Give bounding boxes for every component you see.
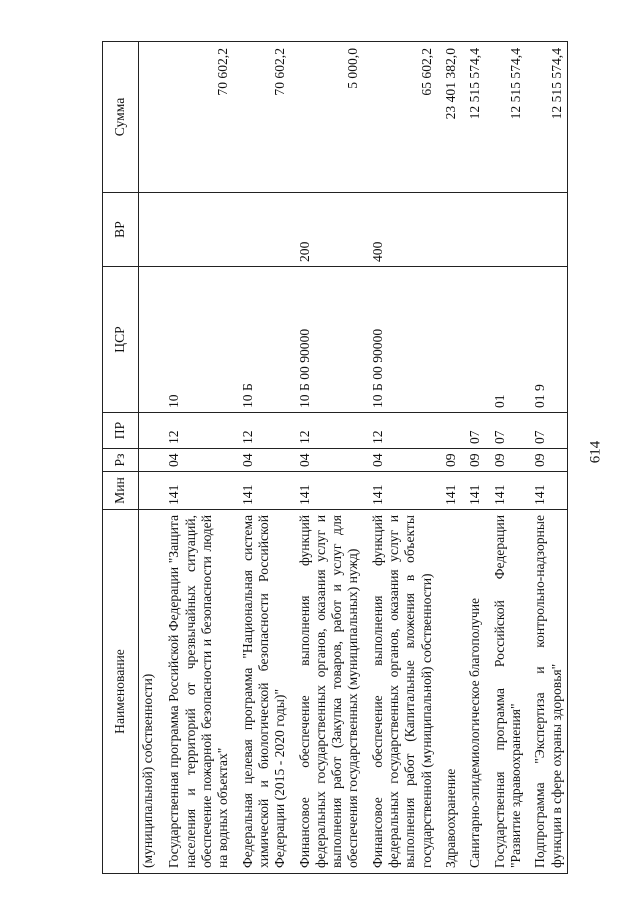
header-vr: ВР [103,193,139,267]
header-pr: ПР [103,413,139,449]
row-sum: 5 000,0 [291,42,364,193]
row-rz: 04 [364,449,437,472]
row-min: 141 [437,472,461,510]
row-rz: 04 [234,449,291,472]
table-row [526,42,567,874]
row-sum: 12 515 574,4 [486,42,527,193]
table-row [364,42,437,874]
header-name: Наименование [103,510,139,874]
row-sum: 12 515 574,4 [526,42,567,193]
row-min: 141 [461,472,485,510]
table-row [160,42,233,874]
header-sum: Сумма [103,42,139,193]
row-csr: 01 9 [526,267,567,413]
table-row [486,42,527,874]
row-name: Федеральная целевая программа "Национальная система химической и биологической безопасности Российской Федерации (2015 - 2020 годы)" [234,510,291,874]
budget-table [102,41,568,874]
row-pr: 07 [461,413,485,449]
row-min: 141 [526,472,567,510]
row-sum: 12 515 574,4 [461,42,485,193]
row-pr [437,413,461,449]
row-pr: 07 [486,413,527,449]
row-csr [437,267,461,413]
table-header-row [103,42,139,874]
row-csr: 10 [160,267,233,413]
row-min: 141 [234,472,291,510]
row-sum: 65 602,2 [364,42,437,193]
row-rz: 09 [461,449,485,472]
row-pr: 07 [526,413,567,449]
row-vr [234,193,291,267]
row-pr: 12 [291,413,364,449]
row-name: Государственная программа Российской Федерации "Защита населения и территорий от чрезвычайных ситуаций, обеспечение пожарной безопасности и безопасности людей на водных объектах" [160,510,233,874]
row-pr: 12 [234,413,291,449]
header-csr: ЦСР [103,267,139,413]
row-pr: 12 [160,413,233,449]
row-name: Финансовое обеспечение выполнения функций федеральных государственных органов, оказания услуг и выполнения работ (Капитальные вложения в объекты государственной (муниципальной) собственности) [364,510,437,874]
row-sum: 70 602,2 [234,42,291,193]
row-min: 141 [160,472,233,510]
table-row [234,42,291,874]
continuation-row [139,42,161,874]
row-rz: 09 [437,449,461,472]
row-sum: 23 401 382,0 [437,42,461,193]
row-min: 141 [364,472,437,510]
row-csr: 10 Б [234,267,291,413]
row-rz: 09 [526,449,567,472]
row-name: Здравоохранение [437,510,461,874]
row-rz: 09 [486,449,527,472]
row-name: Санитарно-эпидемиологическое благополучие [461,510,485,874]
row-rz: 04 [291,449,364,472]
table-row [437,42,461,874]
row-vr [160,193,233,267]
row-csr: 01 [486,267,527,413]
page-number: 614 [587,440,604,464]
table-row [291,42,364,874]
row-min: 141 [291,472,364,510]
row-csr: 10 Б 00 90000 [364,267,437,413]
row-csr: 10 Б 00 90000 [291,267,364,413]
row-vr: 400 [364,193,437,267]
row-name: Финансовое обеспечение выполнения функций федеральных государственных органов, оказания услуг и выполнения работ (Закупка товаров, работ и услуг для обеспечения государственных (муниципальных) нужд) [291,510,364,874]
row-pr: 12 [364,413,437,449]
row-csr [461,267,485,413]
row-name: Государственная программа Российской Федерации "Развитие здравоохранения" [486,510,527,874]
rotated-table-sheet [102,42,610,874]
row-vr [486,193,527,267]
header-min: Мин [103,472,139,510]
row-vr [461,193,485,267]
row-vr [437,193,461,267]
row-min: 141 [486,472,527,510]
table-row [461,42,485,874]
row-sum: 70 602,2 [160,42,233,193]
continuation-text: (муниципальной) собственности) [139,510,161,874]
header-rz: Рз [103,449,139,472]
row-vr [526,193,567,267]
row-vr: 200 [291,193,364,267]
row-name: Подпрограмма "Экспертиза и контрольно-надзорные функции в сфере охраны здоровья" [526,510,567,874]
row-rz: 04 [160,449,233,472]
